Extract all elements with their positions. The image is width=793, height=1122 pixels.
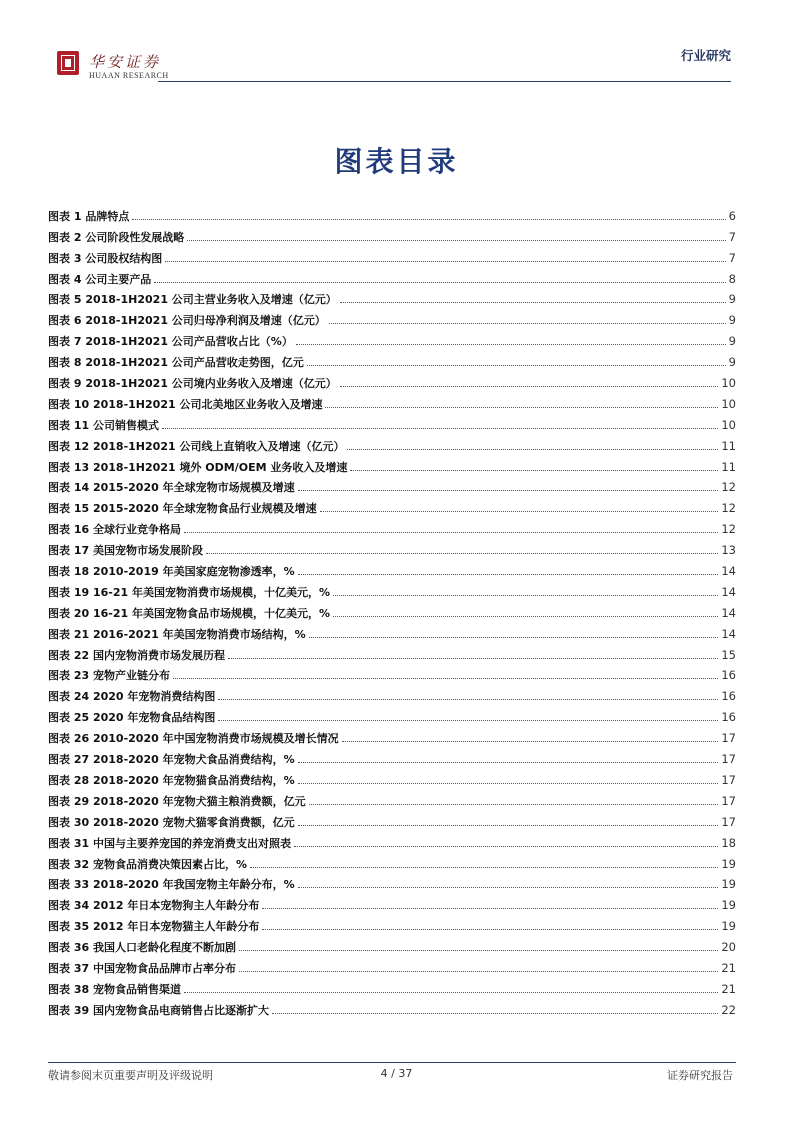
toc-entry-page[interactable]: 16 (721, 689, 736, 704)
toc-entry-label[interactable]: 图表 21 2016-2021 年美国宠物消费市场结构，% (48, 627, 306, 641)
toc-entry-label[interactable]: 图表 28 2018-2020 年宠物猫食品消费结构，% (48, 773, 295, 787)
toc-entry-page[interactable]: 14 (721, 626, 736, 641)
dot-leader (239, 949, 718, 951)
dot-leader (347, 448, 718, 450)
dot-leader (262, 928, 718, 930)
dot-leader (340, 385, 719, 387)
toc-entry-label[interactable]: 图表 35 2012 年日本宠物猫主人年龄分布 (48, 920, 260, 934)
dot-leader (329, 322, 726, 324)
dot-leader (298, 761, 719, 763)
dot-leader (218, 698, 718, 700)
toc-entry-page[interactable]: 10 (721, 417, 736, 432)
toc-entry-label[interactable]: 图表 17 美国宠物市场发展阶段 (48, 544, 203, 558)
toc-entry-label[interactable]: 图表 12 2018-1H2021 公司线上直销收入及增速（亿元） (48, 439, 345, 453)
toc-entry[interactable] (48, 808, 736, 829)
dot-leader (239, 970, 718, 972)
toc-entry-page[interactable]: 11 (721, 459, 736, 474)
toc-entry-page[interactable]: 19 (721, 877, 736, 892)
toc-entry[interactable] (48, 536, 736, 557)
dot-leader (333, 615, 718, 617)
toc-entry-label[interactable]: 图表 20 16-21 年美国宠物食品市场规模，十亿美元，% (48, 606, 330, 620)
page-header (0, 0, 793, 90)
toc-entry-page[interactable]: 14 (721, 584, 736, 599)
toc-entry[interactable] (48, 223, 736, 244)
footer-disclaimer: 敬请参阅末页重要声明及评级说明 (48, 1069, 213, 1082)
toc-entry-page[interactable]: 21 (721, 981, 736, 996)
toc-entry-label[interactable]: 图表 3 公司股权结构图 (48, 251, 163, 265)
toc-entry-label[interactable]: 图表 39 国内宠物食品电商销售占比逐渐扩大 (48, 1003, 269, 1017)
dot-leader (298, 886, 719, 888)
toc-entry[interactable] (48, 891, 736, 912)
toc-entry[interactable] (48, 975, 736, 996)
toc-entry-page[interactable]: 10 (721, 396, 736, 411)
toc-entry[interactable] (48, 850, 736, 871)
toc-entry[interactable] (48, 682, 736, 703)
dot-leader (298, 782, 719, 784)
toc-entry-label[interactable]: 图表 38 宠物食品销售渠道 (48, 982, 181, 996)
toc-entry[interactable] (48, 599, 736, 620)
toc-entry[interactable] (48, 620, 736, 641)
toc-entry-label[interactable]: 图表 16 全球行业竞争格局 (48, 523, 181, 537)
toc-entry-label[interactable]: 图表 9 2018-1H2021 公司境内业务收入及增速（亿元） (48, 377, 337, 391)
toc-entry[interactable] (48, 453, 736, 474)
page-title: 图表目录 (334, 145, 459, 178)
footer-divider (48, 1062, 736, 1063)
toc-entry-page[interactable]: 11 (721, 438, 736, 453)
toc-entry[interactable] (48, 411, 736, 432)
dot-leader (350, 469, 718, 471)
report-type-label: 行业研究 (680, 48, 731, 63)
toc-entry-page[interactable]: 8 (728, 271, 736, 286)
toc-entry-page[interactable]: 18 (721, 835, 736, 850)
toc-entry[interactable] (48, 912, 736, 933)
logo-chinese-text: 华安证券 (89, 53, 162, 71)
toc-entry-label[interactable]: 图表 11 公司销售模式 (48, 418, 159, 432)
toc-entry-label[interactable]: 图表 33 2018-2020 年我国宠物主年龄分布，% (48, 878, 295, 892)
dot-leader (333, 594, 718, 596)
toc-entry-label[interactable]: 图表 24 2020 年宠物消费结构图 (48, 690, 216, 704)
toc-entry-page[interactable]: 19 (721, 856, 736, 871)
dot-leader (262, 907, 718, 909)
toc-entry-page[interactable]: 15 (721, 647, 736, 662)
toc-entry-label[interactable]: 图表 6 2018-1H2021 公司归母净利润及增速（亿元） (48, 314, 326, 328)
dot-leader (132, 218, 725, 220)
toc-entry-label[interactable]: 图表 10 2018-1H2021 公司北美地区业务收入及增速 (48, 397, 323, 411)
dot-leader (309, 803, 719, 805)
toc-entry[interactable] (48, 244, 736, 265)
dot-leader (294, 845, 718, 847)
dot-leader (342, 740, 719, 742)
page-number: 4 / 37 (380, 1067, 413, 1080)
dot-leader (307, 364, 726, 366)
dot-leader (298, 824, 719, 826)
toc-entry-page[interactable]: 12 (721, 480, 736, 495)
toc-entry[interactable] (48, 662, 736, 683)
toc-entry[interactable] (48, 265, 736, 286)
toc-entry[interactable] (48, 327, 736, 348)
dot-leader (296, 343, 726, 345)
logo-english-text: HUAAN RESEARCH (89, 71, 169, 80)
toc-entry-page[interactable]: 10 (721, 376, 736, 391)
toc-entry-label[interactable]: 图表 31 中国与主要养宠国的养宠消费支出对照表 (48, 836, 291, 850)
toc-entry[interactable] (48, 641, 736, 662)
toc-entry-page[interactable]: 19 (721, 898, 736, 913)
toc-entry-page[interactable]: 14 (721, 605, 736, 620)
dot-leader (228, 657, 718, 659)
dot-leader (340, 301, 726, 303)
toc-entry[interactable] (48, 703, 736, 724)
toc-entry[interactable] (48, 954, 736, 975)
toc-entry-label[interactable]: 图表 5 2018-1H2021 公司主营业务收入及增速（亿元） (48, 293, 337, 307)
toc-entry-label[interactable]: 图表 27 2018-2020 年宠物犬食品消费结构，% (48, 753, 295, 767)
toc-entry[interactable] (48, 515, 736, 536)
toc-entry[interactable] (48, 494, 736, 515)
toc-entry-page[interactable]: 9 (728, 292, 736, 307)
company-logo-icon (57, 51, 79, 75)
toc-entry-page[interactable]: 19 (721, 919, 736, 934)
toc-entry-page[interactable]: 17 (721, 793, 736, 808)
toc-entry-page[interactable]: 9 (728, 313, 736, 328)
dot-leader (187, 239, 725, 241)
toc-entry-page[interactable]: 20 (721, 940, 736, 955)
toc-entry[interactable] (48, 933, 736, 954)
toc-entry[interactable] (48, 474, 736, 495)
dot-leader (165, 260, 725, 262)
toc-entry-page[interactable]: 16 (721, 668, 736, 683)
toc-entry[interactable] (48, 286, 736, 307)
toc-entry-page[interactable]: 21 (721, 960, 736, 975)
toc-entry-page[interactable]: 17 (721, 772, 736, 787)
toc-entry[interactable] (48, 369, 736, 390)
toc-entry-label[interactable]: 图表 23 宠物产业链分布 (48, 669, 170, 683)
toc-entry-label[interactable]: 图表 18 2010-2019 年美国家庭宠物渗透率，% (48, 565, 295, 579)
toc-entry-page[interactable]: 17 (721, 752, 736, 767)
toc-entry-page[interactable]: 16 (721, 710, 736, 725)
toc-entry-page[interactable]: 12 (721, 501, 736, 516)
dot-leader (173, 677, 718, 679)
toc-entry-page[interactable]: 17 (721, 731, 736, 746)
toc-entry-label[interactable]: 图表 37 中国宠物食品品牌市占率分布 (48, 961, 236, 975)
dot-leader (218, 719, 718, 721)
toc-entry-label[interactable]: 图表 13 2018-1H2021 境外 ODM/OEM 业务收入及增速 (48, 460, 348, 474)
dot-leader (309, 636, 719, 638)
toc-entry[interactable] (48, 766, 736, 787)
toc-entry[interactable] (48, 432, 736, 453)
toc-entry-page[interactable]: 14 (721, 564, 736, 579)
toc-entry[interactable] (48, 348, 736, 369)
dot-leader (298, 573, 719, 575)
toc-entry-label[interactable]: 图表 32 宠物食品消费决策因素占比，% (48, 857, 247, 871)
dot-leader (250, 866, 718, 868)
toc-entry-label[interactable]: 图表 29 2018-2020 年宠物犬猫主粮消费额，亿元 (48, 794, 306, 808)
table-of-figures (48, 202, 736, 1017)
toc-entry-page[interactable]: 7 (728, 250, 736, 265)
toc-entry[interactable] (48, 578, 736, 599)
toc-entry[interactable] (48, 306, 736, 327)
toc-entry[interactable] (48, 745, 736, 766)
toc-entry[interactable] (48, 829, 736, 850)
toc-entry-page[interactable]: 13 (721, 543, 736, 558)
dot-leader (320, 510, 719, 512)
toc-entry-label[interactable]: 图表 19 16-21 年美国宠物消费市场规模，十亿美元，% (48, 585, 330, 599)
toc-entry-page[interactable]: 7 (728, 229, 736, 244)
toc-entry-label[interactable]: 图表 1 品牌特点 (48, 209, 130, 223)
toc-entry-label[interactable]: 图表 34 2012 年日本宠物狗主人年龄分布 (48, 899, 260, 913)
toc-entry[interactable] (48, 390, 736, 411)
dot-leader (272, 1012, 718, 1014)
toc-entry[interactable] (48, 724, 736, 745)
toc-entry-page[interactable]: 6 (728, 208, 736, 223)
toc-entry[interactable] (48, 996, 736, 1017)
dot-leader (298, 489, 719, 491)
toc-entry-label[interactable]: 图表 22 国内宠物消费市场发展历程 (48, 648, 225, 662)
toc-entry-label[interactable]: 图表 14 2015-2020 年全球宠物市场规模及增速 (48, 481, 295, 495)
dot-leader (325, 406, 718, 408)
toc-entry-page[interactable]: 9 (728, 334, 736, 349)
toc-entry-page[interactable]: 17 (721, 814, 736, 829)
toc-entry-label[interactable]: 图表 26 2010-2020 年中国宠物消费市场规模及增长情况 (48, 732, 339, 746)
dot-leader (162, 427, 718, 429)
header-divider (158, 81, 731, 82)
toc-entry-label[interactable]: 图表 2 公司阶段性发展战略 (48, 230, 185, 244)
toc-entry-label[interactable]: 图表 25 2020 年宠物食品结构图 (48, 711, 216, 725)
toc-entry-label[interactable]: 图表 36 我国人口老龄化程度不断加剧 (48, 941, 236, 955)
toc-entry[interactable] (48, 557, 736, 578)
dot-leader (184, 991, 718, 993)
toc-entry-label[interactable]: 图表 8 2018-1H2021 公司产品营收走势图，亿元 (48, 356, 304, 370)
toc-entry[interactable] (48, 202, 736, 223)
toc-entry-label[interactable]: 图表 30 2018-2020 宠物犬猫零食消费额，亿元 (48, 815, 295, 829)
toc-entry[interactable] (48, 871, 736, 892)
toc-entry-page[interactable]: 9 (728, 355, 736, 370)
toc-entry-label[interactable]: 图表 15 2015-2020 年全球宠物食品行业规模及增速 (48, 502, 317, 516)
dot-leader (154, 281, 725, 283)
toc-entry-page[interactable]: 12 (721, 522, 736, 537)
toc-entry-label[interactable]: 图表 7 2018-1H2021 公司产品营收占比（%） (48, 335, 293, 349)
toc-entry[interactable] (48, 787, 736, 808)
dot-leader (206, 552, 718, 554)
toc-entry-page[interactable]: 22 (721, 1002, 736, 1017)
dot-leader (184, 531, 718, 533)
toc-entry-label[interactable]: 图表 4 公司主要产品 (48, 272, 152, 286)
footer-report-label: 证券研究报告 (667, 1069, 733, 1082)
